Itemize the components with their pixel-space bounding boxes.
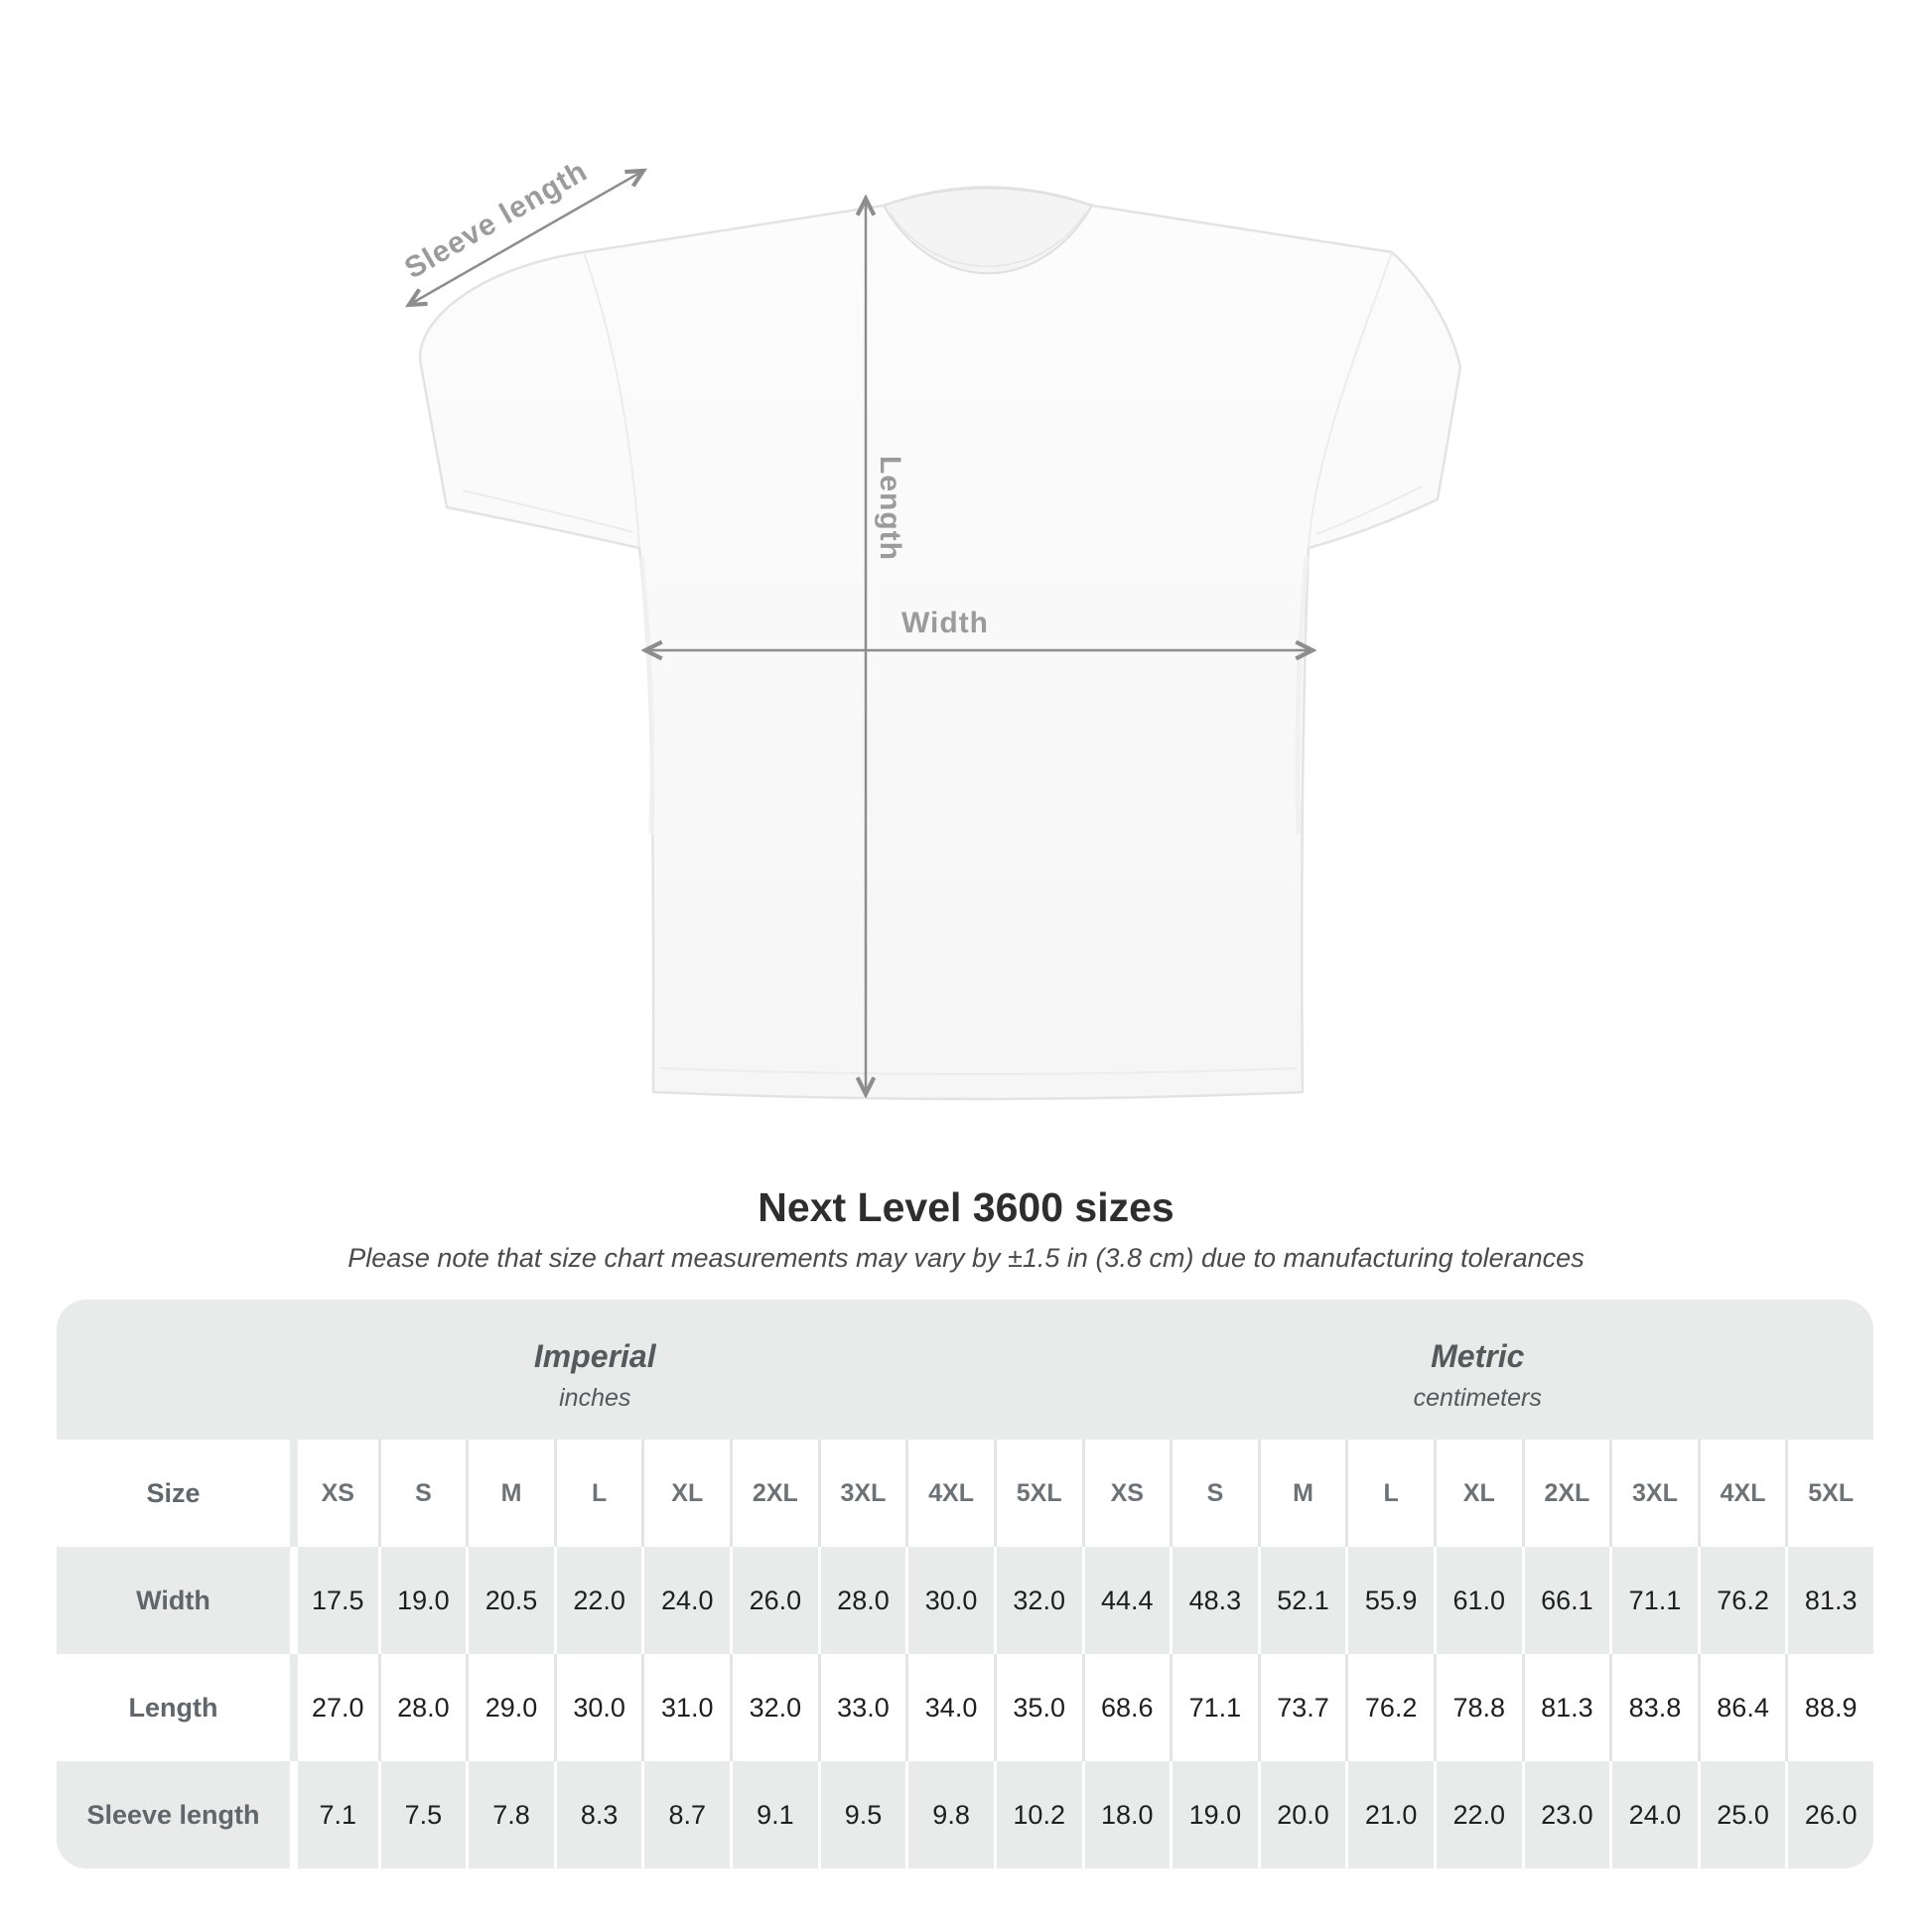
value-cell-metric: 55.9 — [1345, 1547, 1434, 1654]
tshirt-graphic — [420, 188, 1460, 1100]
value-cell-metric: 22.0 — [1434, 1761, 1522, 1868]
size-header-metric-l: L — [1345, 1440, 1434, 1547]
value-cell-metric: 81.3 — [1785, 1547, 1873, 1654]
value-cell-imperial: 22.0 — [554, 1547, 642, 1654]
value-cell-metric: 81.3 — [1522, 1654, 1610, 1761]
metric-group-header — [1082, 1300, 1874, 1440]
size-header-metric-xl: XL — [1434, 1440, 1522, 1547]
size-chart-grid — [57, 1440, 1873, 1868]
size-header-imperial-m: M — [466, 1440, 554, 1547]
size-header-imperial-xl: XL — [641, 1440, 730, 1547]
value-cell-imperial: 19.0 — [378, 1547, 467, 1654]
size-header-metric-3xl: 3XL — [1609, 1440, 1698, 1547]
size-header-imperial-4xl: 4XL — [905, 1440, 994, 1547]
value-cell-imperial: 34.0 — [905, 1654, 994, 1761]
tshirt-body — [420, 188, 1460, 1100]
value-cell-imperial: 32.0 — [730, 1654, 818, 1761]
value-cell-metric: 23.0 — [1522, 1761, 1610, 1868]
value-cell-imperial: 28.0 — [378, 1654, 467, 1761]
value-cell-imperial: 8.7 — [641, 1761, 730, 1868]
value-cell-imperial: 24.0 — [641, 1547, 730, 1654]
value-cell-metric: 48.3 — [1170, 1547, 1258, 1654]
value-cell-imperial: 7.5 — [378, 1761, 467, 1868]
size-chart-card — [57, 1300, 1873, 1868]
length-annotation-label: Length — [874, 456, 906, 561]
value-cell-metric: 73.7 — [1258, 1654, 1346, 1761]
value-cell-imperial: 9.5 — [818, 1761, 906, 1868]
value-cell-imperial: 35.0 — [994, 1654, 1082, 1761]
size-header-metric-5xl: 5XL — [1785, 1440, 1873, 1547]
value-cell-metric: 88.9 — [1785, 1654, 1873, 1761]
value-cell-imperial: 32.0 — [994, 1547, 1082, 1654]
value-cell-metric: 76.2 — [1345, 1654, 1434, 1761]
size-header-imperial-2xl: 2XL — [730, 1440, 818, 1547]
imperial-group-label: Imperial — [533, 1337, 656, 1374]
value-cell-metric: 25.0 — [1698, 1761, 1786, 1868]
size-header-metric-xs: XS — [1082, 1440, 1171, 1547]
value-cell-imperial: 8.3 — [554, 1761, 642, 1868]
width-annotation-label: Width — [900, 607, 990, 639]
size-header-metric-s: S — [1170, 1440, 1258, 1547]
value-cell-imperial: 28.0 — [818, 1547, 906, 1654]
page-title: Next Level 3600 sizes — [758, 1184, 1174, 1230]
imperial-group-header — [82, 1300, 1108, 1440]
size-header-metric-4xl: 4XL — [1698, 1440, 1786, 1547]
size-header-imperial-xs: XS — [290, 1440, 378, 1547]
value-cell-metric: 24.0 — [1609, 1761, 1698, 1868]
value-cell-metric: 68.6 — [1082, 1654, 1171, 1761]
value-cell-metric: 26.0 — [1785, 1761, 1873, 1868]
value-cell-imperial: 30.0 — [554, 1654, 642, 1761]
value-cell-imperial: 10.2 — [994, 1761, 1082, 1868]
size-header-imperial-3xl: 3XL — [818, 1440, 906, 1547]
row-label-length: Length — [57, 1654, 290, 1761]
row-label-width: Width — [136, 1585, 210, 1615]
value-cell-imperial: 33.0 — [818, 1654, 906, 1761]
imperial-group-unit: inches — [559, 1383, 631, 1412]
value-cell-metric: 21.0 — [1345, 1761, 1434, 1868]
value-cell-metric: 44.4 — [1082, 1547, 1171, 1654]
size-header-metric-m: M — [1258, 1440, 1346, 1547]
size-header-metric-2xl: 2XL — [1522, 1440, 1610, 1547]
metric-group-unit: centimeters — [1413, 1383, 1542, 1412]
value-cell-imperial: 7.8 — [466, 1761, 554, 1868]
value-cell-metric: 86.4 — [1698, 1654, 1786, 1761]
size-header-imperial-5xl: 5XL — [994, 1440, 1082, 1547]
value-cell-metric: 78.8 — [1434, 1654, 1522, 1761]
value-cell-imperial: 7.1 — [290, 1761, 378, 1868]
value-cell-imperial: 17.5 — [290, 1547, 378, 1654]
value-cell-metric: 61.0 — [1434, 1547, 1522, 1654]
value-cell-metric: 52.1 — [1258, 1547, 1346, 1654]
value-cell-metric: 20.0 — [1258, 1761, 1346, 1868]
value-cell-metric: 76.2 — [1698, 1547, 1786, 1654]
value-cell-metric: 71.1 — [1170, 1654, 1258, 1761]
metric-group-label: Metric — [1431, 1337, 1525, 1374]
value-cell-metric: 83.8 — [1609, 1654, 1698, 1761]
value-cell-imperial: 31.0 — [641, 1654, 730, 1761]
value-cell-metric: 66.1 — [1522, 1547, 1610, 1654]
size-header-imperial-s: S — [378, 1440, 467, 1547]
value-cell-imperial: 30.0 — [905, 1547, 994, 1654]
value-cell-metric: 18.0 — [1082, 1761, 1171, 1868]
value-cell-imperial: 20.5 — [466, 1547, 554, 1654]
sleeve-length-annotation-label: Sleeve length — [399, 154, 594, 286]
size-header-imperial-l: L — [554, 1440, 642, 1547]
row-label-sleeve-length: Sleeve length — [86, 1799, 260, 1830]
value-cell-imperial: 29.0 — [466, 1654, 554, 1761]
value-cell-metric: 19.0 — [1170, 1761, 1258, 1868]
value-cell-imperial: 9.8 — [905, 1761, 994, 1868]
value-cell-imperial: 9.1 — [730, 1761, 818, 1868]
value-cell-imperial: 26.0 — [730, 1547, 818, 1654]
page-subtitle: Please note that size chart measurements may vary by ±1.5 in (3.8 cm) due to manufacturing tolerances — [347, 1243, 1585, 1273]
value-cell-imperial: 27.0 — [290, 1654, 378, 1761]
unit-group-header-row — [57, 1300, 1873, 1440]
size-header-label: Size — [57, 1440, 290, 1547]
value-cell-metric: 71.1 — [1609, 1547, 1698, 1654]
